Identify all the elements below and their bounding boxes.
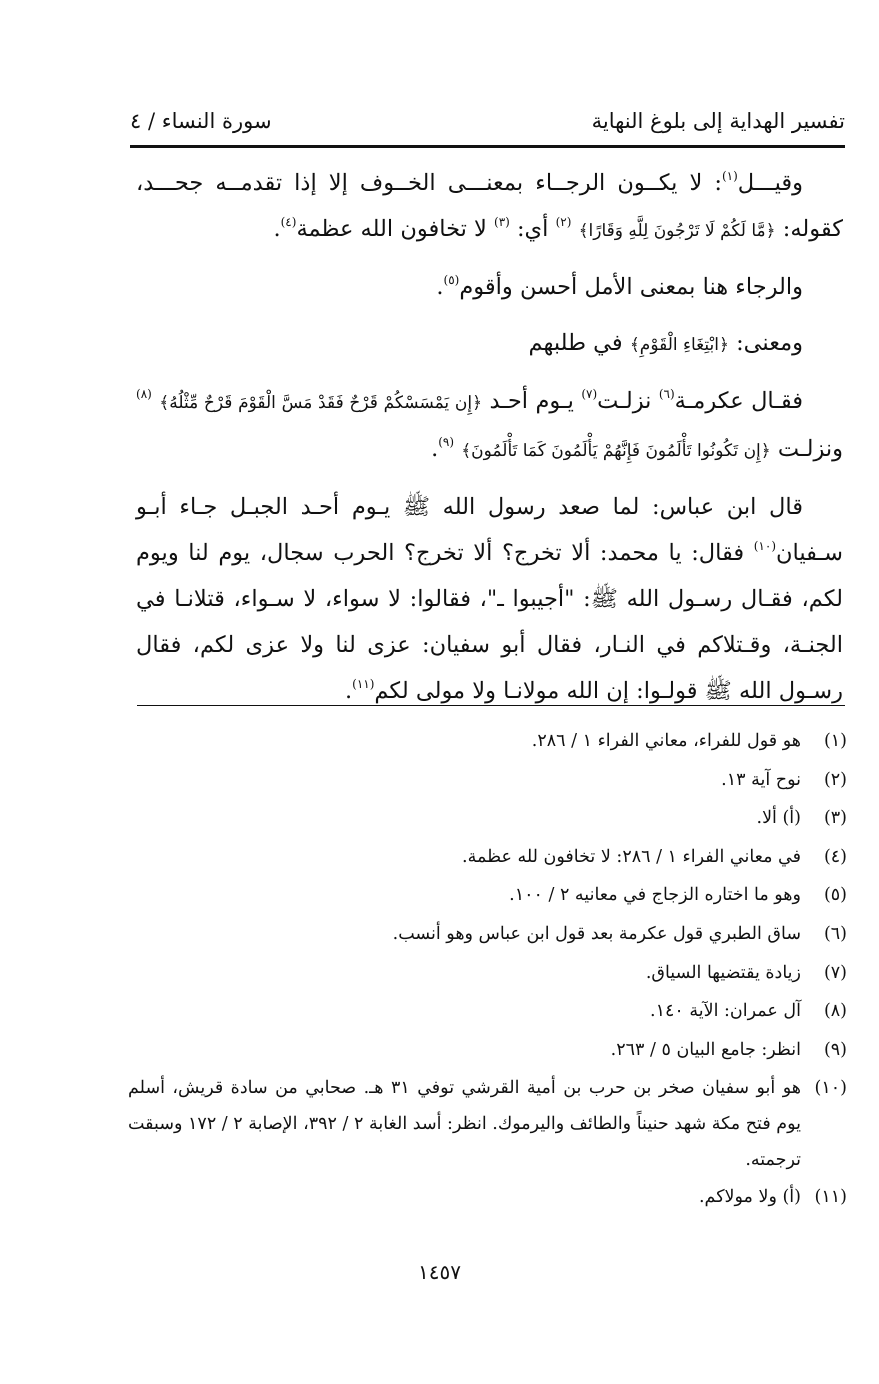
footnote-ref[interactable]: (٣) — [494, 215, 510, 229]
footnote-item — [128, 1069, 847, 1178]
footnote-item — [128, 954, 847, 993]
footnote-item — [128, 1178, 847, 1217]
footnote-item — [128, 799, 847, 838]
footnote-number: (٥) — [823, 885, 847, 906]
footnote-text: في معاني الفراء ١ / ٢٨٦: لا تخافون لله عظمة. — [462, 846, 801, 867]
footnote-text: آل عمران: الآية ١٤٠. — [650, 1001, 801, 1022]
footnotes — [128, 722, 847, 1217]
footnote-ref[interactable]: (٧) — [581, 387, 598, 401]
footnote-item — [128, 915, 847, 954]
surah-label: سورة النساء / ٤ — [130, 109, 272, 133]
footnote-ref[interactable]: (١١) — [352, 677, 375, 691]
footnote-text: هو قول للفراء، معاني الفراء ١ / ٢٨٦. — [531, 731, 801, 751]
footnote-ref[interactable]: (١) — [721, 169, 738, 183]
page-number: ١٤٥٧ — [418, 1260, 461, 1284]
footnote-ref[interactable]: (١٠) — [753, 539, 776, 553]
footnote-number: (١) — [823, 731, 847, 751]
footnote-item — [128, 722, 847, 761]
footnote-text: هو أبو سفيان صخر بن حرب بن أمية القرشي توفي ٣١ هـ. صحابي من سادة قريش، أسلم يوم فتح مكة شهد حنيناً والطائف واليرموك. انظر: أسد الغابة ٢ / ٣٩٢، الإصابة ٢ / ١٧٢ وسبقت ترجمته. — [128, 1078, 801, 1171]
footnote-number: (٢) — [823, 769, 847, 790]
footnote-number: (٤) — [823, 846, 847, 867]
book-title: تفسير الهداية إلى بلوغ النهاية — [591, 109, 845, 133]
quran-verse: ﴿مَّا لَكُمْ لَا تَرْجُونَ لِلَّهِ وَقَارًا﴾ — [578, 221, 776, 241]
footnote-ref[interactable]: (٥) — [443, 273, 460, 287]
footnote-text: زيادة يقتضيها السياق. — [645, 962, 801, 983]
quran-verse: ﴿ابْتِغَاءِ الْقَوْمِ﴾ — [629, 335, 729, 355]
paragraph-4: فقـال عكرمـة$^{(٦)}$ نزلـت$^{(٧)}$ يـوم أحـد ﴿إِن يَمْسَسْكُمْ قَرْحٌ فَقَدْ مَسَّ الْقَوْمَ قَرْحٌ مِّثْلُهُ﴾ $^{(٨)}$ ونزلـت ﴿إِن تَكُونُوا تَأْلَمُونَ فَإِنَّهُمْ يَأْلَمُونَ كَمَا تَأْلَمُونَ﴾ $^{(٩)}$. — [136, 387, 843, 462]
footnote-item — [128, 838, 847, 877]
footnote-number: (٨) — [823, 1001, 847, 1022]
quran-verse: ﴿إِن يَمْسَسْكُمْ قَرْحٌ فَقَدْ مَسَّ الْقَوْمَ قَرْحٌ مِّثْلُهُ﴾ — [159, 393, 483, 413]
footnote-text: وهو ما اختاره الزجاج في معانيه ٢ / ١٠٠. — [509, 885, 801, 906]
header-rule — [130, 145, 845, 148]
footnote-item — [128, 761, 847, 800]
footnote-ref[interactable]: (٩) — [438, 435, 455, 449]
footnote-ref[interactable]: (٢) — [555, 215, 572, 229]
footnote-separator — [137, 705, 845, 706]
footnote-item — [128, 876, 847, 915]
footnote-number: (٦) — [823, 923, 847, 944]
running-header — [130, 98, 845, 144]
footnote-text: نوح آية ١٣. — [721, 769, 801, 790]
footnote-ref[interactable]: (٤) — [280, 215, 297, 229]
paragraph-2: والرجاء هنا بمعنى الأمل أحسن وأقوم$^{(٥)}$. — [436, 273, 803, 300]
footnote-item — [128, 992, 847, 1031]
footnote-number: (٧) — [823, 962, 847, 983]
footnote-ref[interactable]: (٦) — [658, 387, 675, 401]
footnote-text: انظر: جامع البيان ٥ / ٢٦٣. — [610, 1039, 801, 1060]
quran-verse: ﴿إِن تَكُونُوا تَأْلَمُونَ فَإِنَّهُمْ يَأْلَمُونَ كَمَا تَأْلَمُونَ﴾ — [461, 441, 771, 461]
footnote-number: (١١) — [814, 1187, 847, 1208]
footnote-item — [128, 1031, 847, 1070]
footnote-number: (٩) — [823, 1039, 847, 1060]
footnote-text: (أ) ولا مولاكم. — [698, 1187, 801, 1208]
paragraph-1: وقيـــل$^{(١)}$: لا يكــون الرجــاء بمعنـــى الخــوف إلا إذا تقدمــه جحـــد، كقوله: ﴿مَّا لَكُمْ لَا تَرْجُونَ لِلَّهِ وَقَارًا﴾ $^{(٢)}$ أي: $^{(٣)}$ لا تخافون الله عظمة$^{(٤)}$. — [136, 169, 843, 242]
footnote-text: ساق الطبري قول عكرمة بعد قول ابن عباس وهو أنسب. — [392, 923, 801, 944]
footnote-ref[interactable]: (٨) — [136, 387, 152, 401]
footnote-number: (١٠) — [814, 1078, 847, 1099]
paragraph-3: ومعنى: ﴿ابْتِغَاءِ الْقَوْمِ﴾ في طلبهم — [528, 330, 803, 356]
main-text — [136, 160, 843, 714]
paragraph-5: قال ابن عباس: لما صعد رسول الله ﷺ يـوم أحـد الجبـل جـاء أبـو سـفيان$^{(١٠)}$ فقال: يا محمد: ألا تخرج؟ ألا تخرج؟ الحرب سجال، يوم لنا ويوم لكم، فقـال رسـول الله ﷺ: "أجيبوا ـ"، فقالوا: لا سواء، لا سـواء، قتلانـا في الجنـة، وقـتلاكم في النـار، فقال أبو سفيان: عزى لنا ولا عزى لكم، فقال رسـول الله ﷺ قولـوا: إن الله مولانـا ولا مولى لكم$^{(١١)}$. — [136, 494, 843, 704]
footnote-number: (٣) — [823, 808, 847, 829]
footnote-text: (أ) ألا. — [756, 808, 801, 829]
